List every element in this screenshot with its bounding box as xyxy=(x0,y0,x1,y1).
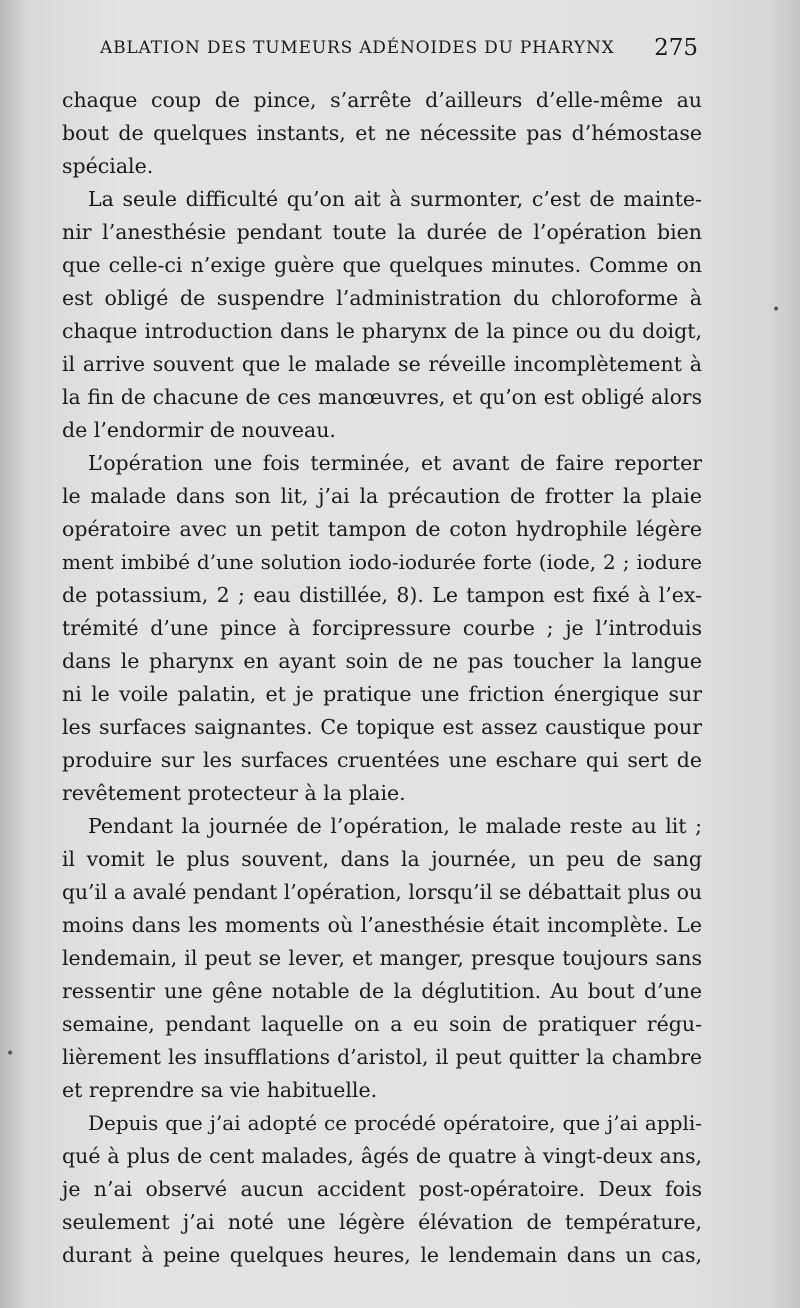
text-line: bout de quelques instants, et ne nécessite pas d’hémostase xyxy=(62,121,702,145)
text-line: la fin de chacune de ces manœuvres, et qu’on est obligé alors xyxy=(62,385,702,409)
margin-speck: • xyxy=(6,1046,15,1062)
text-line: seulement j’ai noté une légère élévation de température, xyxy=(62,1210,702,1234)
body-text xyxy=(62,84,702,1272)
text-line: de l’endormir de nouveau. xyxy=(62,418,336,442)
text-line: spéciale. xyxy=(62,154,154,178)
page-header xyxy=(100,35,700,70)
text-line: Pendant la journée de l’opération, le malade reste au lit ; xyxy=(88,814,702,838)
text-line: qué à plus de cent malades, âgés de quatre à vingt-deux ans, xyxy=(62,1144,702,1168)
text-line: dans le pharynx en ayant soin de ne pas toucher la langue xyxy=(62,649,702,673)
text-line: est obligé de suspendre l’administration du chloroforme à xyxy=(62,286,702,310)
text-line: La seule difficulté qu’on ait à surmonter, c’est de mainte- xyxy=(88,187,702,211)
text-line: trémité d’une pince à forcipressure courbe ; je l’introduis xyxy=(62,616,702,640)
text-line: semaine, pendant laquelle on a eu soin de pratiquer régu- xyxy=(62,1012,702,1036)
text-line: revêtement protecteur à la plaie. xyxy=(62,781,406,805)
page-number: 275 xyxy=(654,35,698,61)
text-line: je n’ai observé aucun accident post-opératoire. Deux fois xyxy=(62,1177,702,1201)
text-line: le malade dans son lit, j’ai la précaution de frotter la plaie xyxy=(62,484,702,508)
text-line: et reprendre sa vie habituelle. xyxy=(62,1078,378,1102)
text-line: ni le voile palatin, et je pratique une friction énergique sur xyxy=(62,682,702,706)
text-line: durant à peine quelques heures, le lendemain dans un cas, xyxy=(62,1243,702,1267)
text-line: ressentir une gêne notable de la déglutition. Au bout d’une xyxy=(62,979,702,1003)
text-line: de potassium, 2 ; eau distillée, 8). Le tampon est fixé à l’ex- xyxy=(62,583,702,607)
text-line: il arrive souvent que le malade se réveille incomplètement à xyxy=(62,352,702,376)
text-line: ment imbibé d’une solution iodo-iodurée forte (iode, 2 ; iodure xyxy=(62,550,702,574)
text-line: lendemain, il peut se lever, et manger, presque toujours sans xyxy=(62,946,702,970)
text-line: les surfaces saignantes. Ce topique est assez caustique pour xyxy=(62,715,702,739)
text-line: chaque coup de pince, s’arrête d’ailleurs d’elle-même au xyxy=(62,88,702,112)
text-line: produire sur les surfaces cruentées une eschare qui sert de xyxy=(62,748,702,772)
text-line: il vomit le plus souvent, dans la journée, un peu de sang xyxy=(62,847,702,871)
text-line: que celle-ci n’exige guère que quelques minutes. Comme on xyxy=(62,253,702,277)
margin-speck: • xyxy=(772,302,781,318)
text-line: L’opération une fois terminée, et avant de faire reporter xyxy=(88,451,702,475)
text-line: chaque introduction dans le pharynx de la pince ou du doigt, xyxy=(62,319,702,343)
text-line: lièrement les insufflations d’aristol, il peut quitter la chambre xyxy=(62,1045,702,1069)
text-line: moins dans les moments où l’anesthésie était incomplète. Le xyxy=(62,913,702,937)
text-line: opératoire avec un petit tampon de coton hydrophile légère xyxy=(62,517,702,541)
text-line: Depuis que j’ai adopté ce procédé opératoire, que j’ai appli- xyxy=(88,1111,702,1135)
running-title: ABLATION DES TUMEURS ADÉNOIDES DU PHARYNX xyxy=(100,38,615,58)
text-line: nir l’anesthésie pendant toute la durée de l’opération bien xyxy=(62,220,702,244)
text-line: qu’il a avalé pendant l’opération, lorsqu’il se débattait plus ou xyxy=(62,880,702,904)
